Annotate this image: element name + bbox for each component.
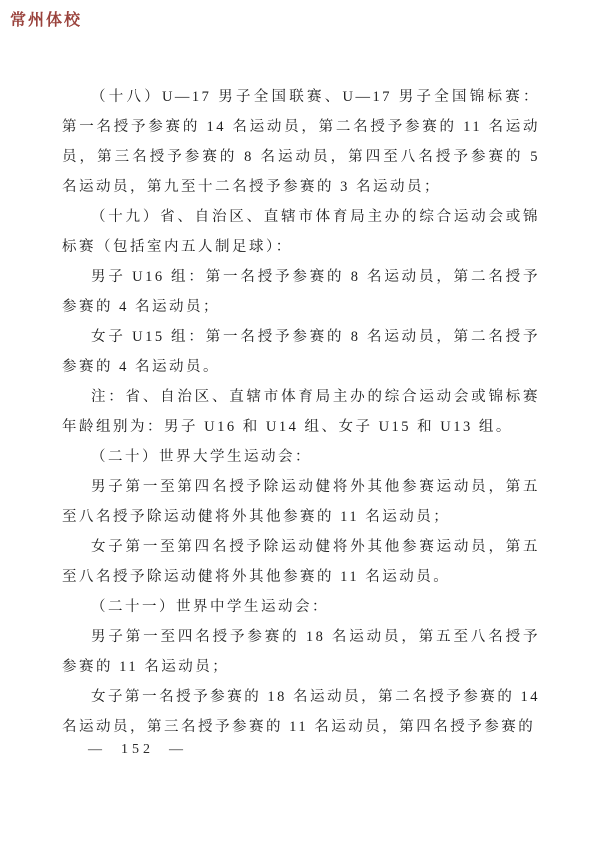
paragraph: 男子第一至四名授予参赛的 18 名运动员，第五至八名授予参赛的 11 名运动员； [62,629,540,675]
paragraph: （二十一）世界中学生运动会： [91,599,329,615]
paragraph: 男子 U16 组：第一名授予参赛的 8 名运动员，第二名授予参赛的 4 名运动员； [62,269,540,315]
paragraph: 女子 U15 组：第一名授予参赛的 8 名运动员，第二名授予参赛的 4 名运动员。 [62,329,540,375]
watermark-stamp: 常州体校 [10,12,83,29]
paragraph: 女子第一名授予参赛的 18 名运动员，第二名授予参赛的 14 名运动员，第三名授予参赛的 11 名运动员，第四名授予参赛的 [62,689,540,735]
paragraph: （十八）U—17 男子全国联赛、U—17 男子全国锦标赛：第一名授予参赛的 14 名运动员，第二名授予参赛的 11 名运动员，第三名授予参赛的 8 名运动员，第四至八名授予参赛的 5 名运动员，第九至十二名授予参赛的 3 名运动员； [62,89,540,195]
paragraph: 男子第一至第四名授予除运动健将外其他参赛运动员，第五至八名授予除运动健将外其他参赛的 11 名运动员； [62,479,540,525]
document-body [62,82,540,742]
paragraph: 女子第一至第四名授予除运动健将外其他参赛运动员，第五至八名授予除运动健将外其他参赛的 11 名运动员。 [62,539,540,585]
paragraph: （二十）世界大学生运动会： [91,449,312,465]
paragraph: （十九）省、自治区、直辖市体育局主办的综合运动会或锦标赛（包括室内五人制足球）： [62,209,540,255]
page-number: — 152 — [88,742,187,757]
paragraph: 注：省、自治区、直辖市体育局主办的综合运动会或锦标赛年龄组别为：男子 U16 和 U14 组、女子 U15 和 U13 组。 [62,389,540,435]
